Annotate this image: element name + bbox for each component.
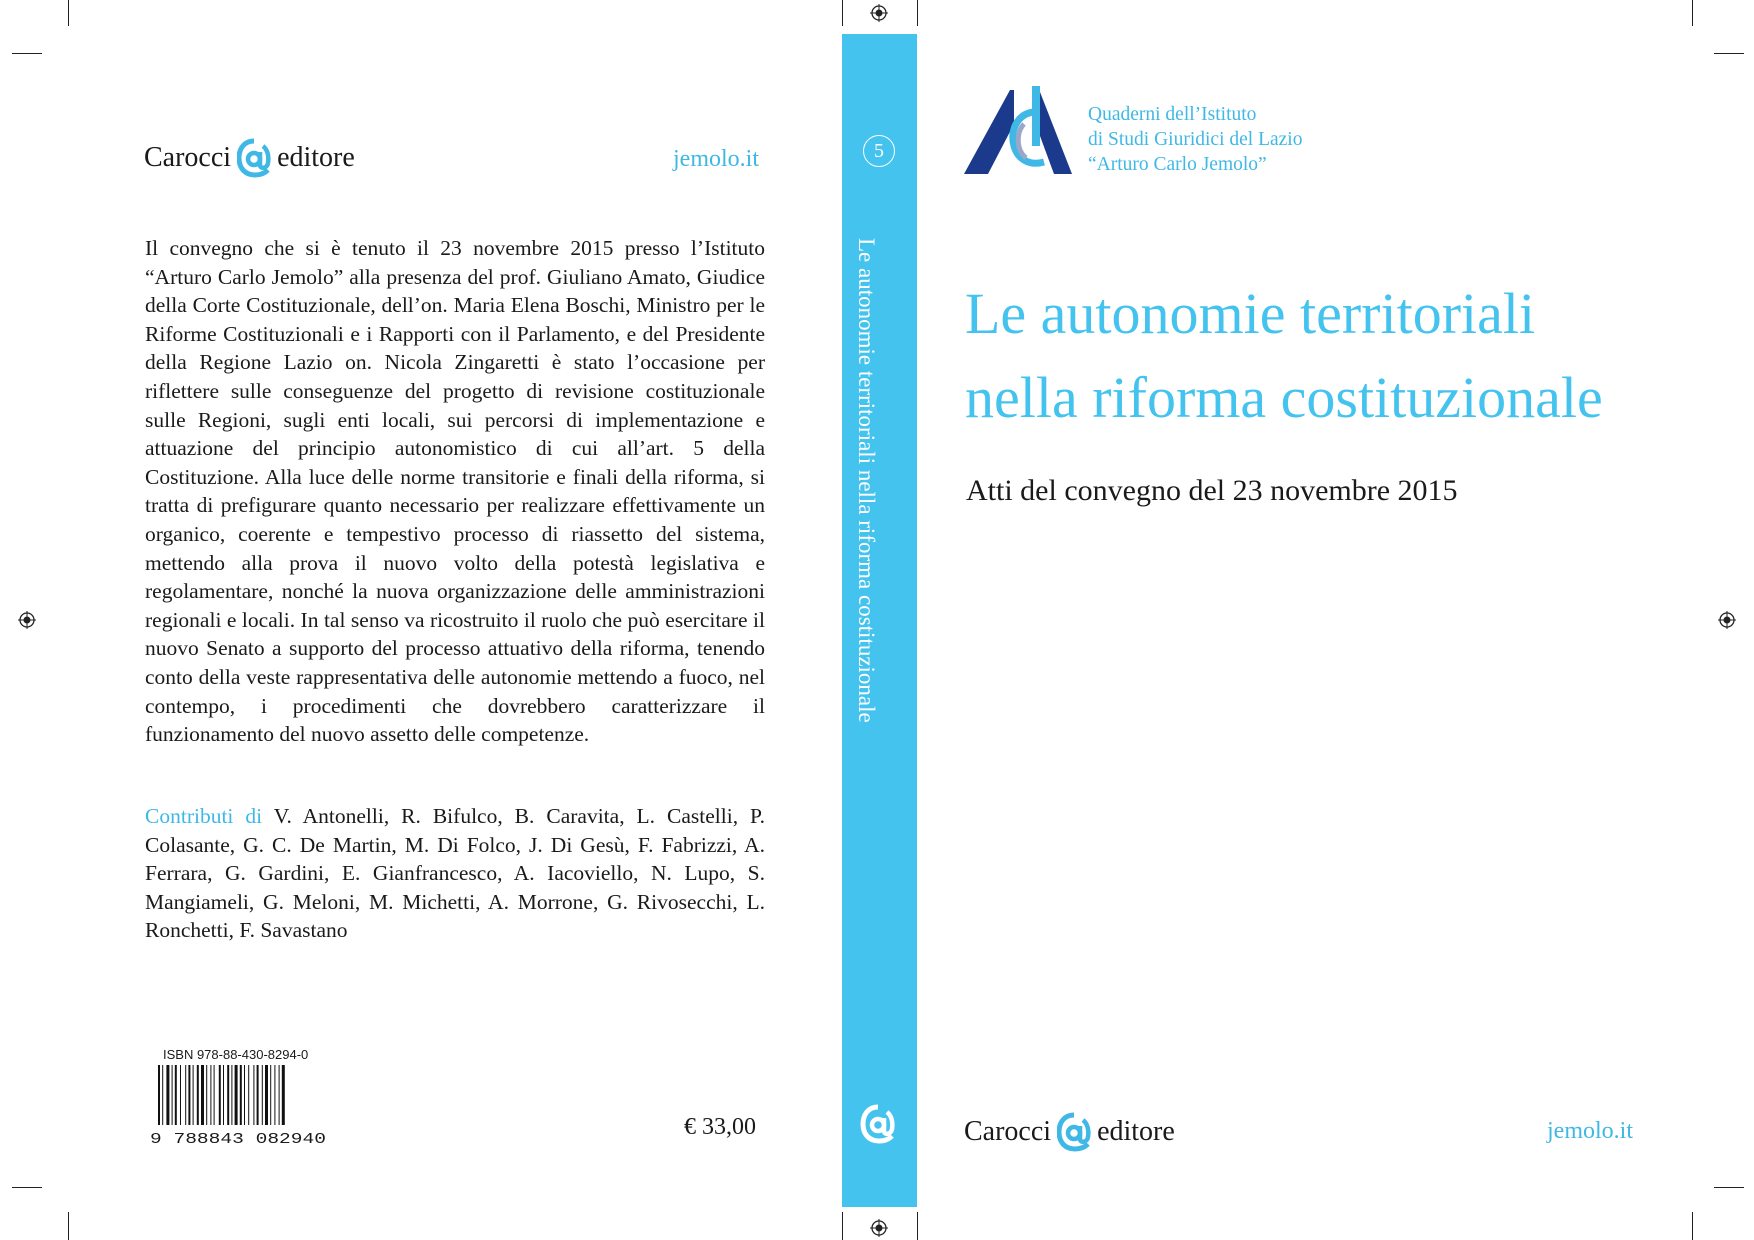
barcode <box>150 1065 326 1145</box>
crop-mark <box>68 1212 69 1240</box>
barcode-bar <box>201 1065 204 1125</box>
barcode-bar <box>244 1065 245 1125</box>
crop-mark <box>917 1212 918 1240</box>
barcode-bars <box>158 1065 285 1125</box>
barcode-bar <box>214 1065 215 1125</box>
front-subtitle: Atti del convegno del 23 novembre 2015 <box>966 474 1458 507</box>
registration-mark-icon <box>1718 611 1736 629</box>
back-publisher-logo <box>144 138 355 178</box>
spine-volume-number: 5 <box>863 135 895 167</box>
spine-publisher-icon <box>860 1104 896 1144</box>
barcode-bar <box>223 1065 224 1125</box>
crop-mark <box>842 0 843 26</box>
series-line-2: di Studi Giuridici del Lazio <box>1088 129 1303 150</box>
barcode-bar <box>210 1065 211 1125</box>
barcode-bar <box>235 1065 238 1125</box>
contributors-list: V. Antonelli, R. Bifulco, B. Caravita, L. Castelli, P. Colasante, G. C. De Martin, M. Di Folco, J. Di Gesù, F. Fabrizzi, A. Ferrara, G. Gardini, E. Gianfrancesco, A. Iacoviello, N. Lupo, S. Mangiameli, G. Meloni, M. Michetti, A. Morrone, G. Rivosecchi, L. Ronchetti, F. Savastano <box>145 804 765 943</box>
series-title <box>1088 102 1302 177</box>
spine-title: Le autonomie territoriali nella riforma costituzionale <box>854 238 879 723</box>
crop-mark <box>1692 0 1693 26</box>
publisher-name-right: editore <box>277 142 355 173</box>
front-title-line-2: nella riforma costituzionale <box>965 365 1603 430</box>
barcode-bar <box>180 1065 181 1125</box>
crop-mark <box>917 0 918 26</box>
series-line-3: “Arturo Carlo Jemolo” <box>1088 154 1267 175</box>
barcode-bar <box>219 1065 221 1125</box>
contributors <box>145 802 765 945</box>
barcode-bar <box>197 1065 199 1125</box>
barcode-bar <box>270 1065 271 1125</box>
registration-mark-icon <box>870 4 888 22</box>
front-publisher-logo <box>964 1112 1175 1152</box>
barcode-bar <box>257 1065 259 1125</box>
crop-mark <box>1714 53 1744 54</box>
publisher-at-icon <box>237 138 271 178</box>
publisher-at-icon <box>1057 1112 1091 1152</box>
barcode-bar <box>175 1065 177 1125</box>
crop-mark <box>68 0 69 26</box>
barcode-bar <box>166 1065 169 1125</box>
price: € 33,00 <box>684 1114 756 1140</box>
crop-mark <box>1692 1212 1693 1240</box>
back-website[interactable]: jemolo.it <box>673 146 759 172</box>
crop-mark <box>12 53 42 54</box>
barcode-bar <box>274 1065 275 1125</box>
front-website[interactable]: jemolo.it <box>1547 1118 1633 1144</box>
contributors-label: Contributi di <box>145 804 263 828</box>
institute-logo-icon <box>964 84 1072 176</box>
barcode-bar <box>188 1065 190 1125</box>
registration-mark-icon <box>18 611 36 629</box>
barcode-bar <box>262 1065 263 1125</box>
barcode-bar <box>227 1065 229 1125</box>
barcode-bar <box>253 1065 254 1125</box>
series-line-1: Quaderni dell’Istituto <box>1088 104 1257 125</box>
barcode-bar <box>265 1065 268 1125</box>
barcode-bar <box>193 1065 194 1125</box>
barcode-bar <box>282 1065 285 1125</box>
barcode-digits: 9 788843 082940 <box>150 1131 326 1145</box>
crop-mark <box>1714 1187 1744 1188</box>
isbn-label: ISBN 978-88-430-8294-0 <box>163 1047 309 1062</box>
barcode-bar <box>279 1065 280 1125</box>
crop-mark <box>842 1212 843 1240</box>
barcode-bar <box>172 1065 173 1125</box>
crop-mark <box>12 1187 42 1188</box>
barcode-bar <box>162 1065 163 1125</box>
publisher-name-left: Carocci <box>144 142 232 173</box>
barcode-bar <box>231 1065 232 1125</box>
front-title <box>965 272 1603 440</box>
registration-mark-icon <box>870 1219 888 1237</box>
front-title-line-1: Le autonomie territoriali <box>965 281 1536 346</box>
publisher-name-left: Carocci <box>964 1116 1052 1147</box>
barcode-bar <box>206 1065 207 1125</box>
barcode-bar <box>158 1065 160 1125</box>
publisher-name-right: editore <box>1097 1116 1175 1147</box>
barcode-bar <box>248 1065 249 1125</box>
barcode-bar <box>240 1065 242 1125</box>
barcode-bar <box>185 1065 186 1125</box>
back-blurb: Il convegno che si è tenuto il 23 novembre 2015 presso l’Istituto “Arturo Carlo Jemolo” alla presenza del prof. Giuliano Amato, Giudice della Corte Costituzionale, dell’on. Maria Elena Boschi, Ministro per le Riforme Costituzionali e i Rapporti con il Parlamento, e del Presidente della Regione Lazio on. Nicola Zingaretti è stato l’occasione per riflettere sulle conseguenze del progetto di revisione costituzionale sulle Regioni, sugli enti locali, sui percorsi di implementazione e attuazione del principio autonomistico di cui all’art. 5 della Costituzione. Alla luce delle norme transitorie e finali della riforma, si tratta di prefigurare quanto necessario per realizzare effettivamente un organico, coerente e tempestivo processo di riassetto del sistema, mettendo alla prova il nuovo volto della potestà legislativa e regolamentare, nonché la nuova organizzazione delle amministrazioni regionali e locali. In tal senso va ricostruito il ruolo che può esercitare il nuovo Senato a supporto del processo attuativo della riforma, tenendo conto della veste rappresentativa delle autonomie mettendo a fuoco, nel contempo, i procedimenti che dovrebbero caratterizzare il funzionamento del nuovo assetto delle competenze. <box>145 236 765 747</box>
